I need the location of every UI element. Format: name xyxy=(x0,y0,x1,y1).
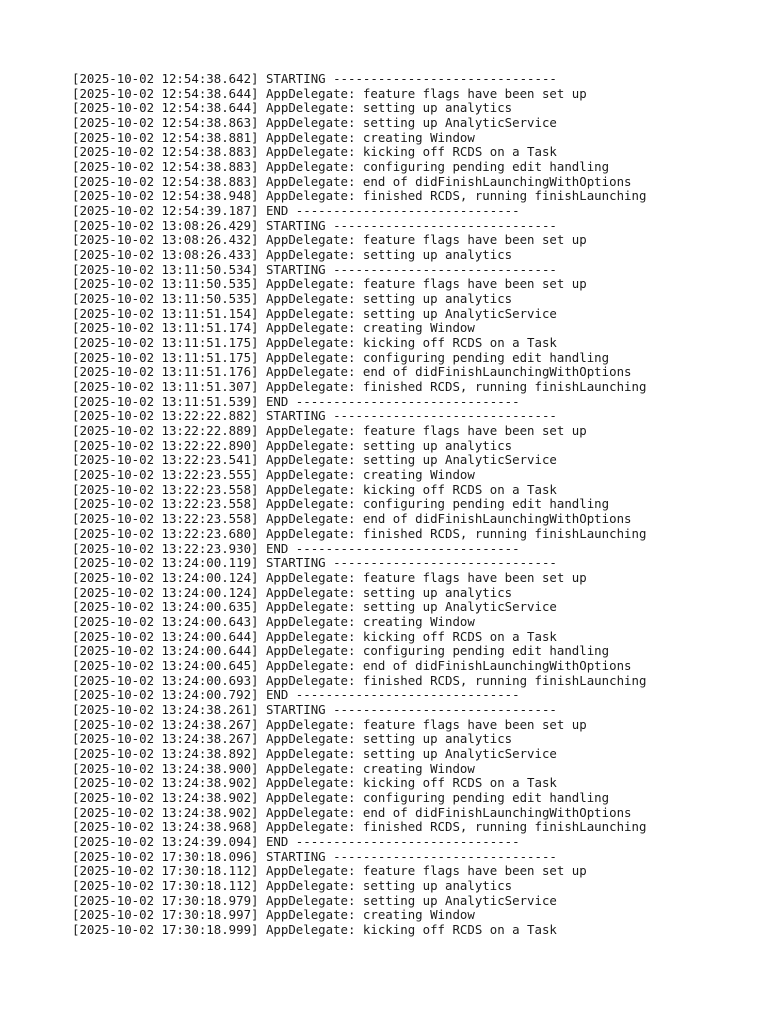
log-line: [2025-10-02 13:08:26.433] AppDelegate: setting up analytics xyxy=(72,247,513,263)
log-line: [2025-10-02 12:54:38.642] STARTING ------------------------------ xyxy=(72,71,557,86)
log-line: [2025-10-02 13:24:00.124] AppDelegate: setting up analytics xyxy=(72,584,513,600)
log-line: [2025-10-02 13:11:51.174] AppDelegate: creating Window xyxy=(72,320,475,336)
log-line: [2025-10-02 13:22:22.889] AppDelegate: feature flags have been set up xyxy=(72,423,587,439)
log-line: [2025-10-02 13:22:23.930] END ------------------------------ xyxy=(72,540,520,556)
log-line: [2025-10-02 13:24:38.902] AppDelegate: kicking off RCDS on a Task xyxy=(72,775,557,791)
log-line: [2025-10-02 13:24:38.900] AppDelegate: creating Window xyxy=(72,760,475,776)
log-line: [2025-10-02 13:24:38.267] AppDelegate: feature flags have been set up xyxy=(72,716,587,732)
log-line: [2025-10-02 13:24:00.792] END ------------------------------ xyxy=(72,687,520,703)
log-line: [2025-10-02 13:22:23.541] AppDelegate: setting up AnalyticService xyxy=(72,452,557,468)
log-line: [2025-10-02 13:22:22.882] STARTING ------------------------------ xyxy=(72,408,557,424)
log-line: [2025-10-02 13:24:00.644] AppDelegate: kicking off RCDS on a Task xyxy=(72,628,557,644)
log-document xyxy=(72,72,752,938)
log-line: [2025-10-02 13:08:26.432] AppDelegate: feature flags have been set up xyxy=(72,232,587,248)
log-line: [2025-10-02 17:30:18.997] AppDelegate: creating Window xyxy=(72,907,475,923)
log-line: [2025-10-02 13:22:23.558] AppDelegate: end of didFinishLaunchingWithOptions xyxy=(72,511,632,527)
log-line: [2025-10-02 13:24:00.645] AppDelegate: end of didFinishLaunchingWithOptions xyxy=(72,657,632,673)
log-line: [2025-10-02 13:11:51.154] AppDelegate: setting up AnalyticService xyxy=(72,305,557,321)
log-line: [2025-10-02 13:08:26.429] STARTING ------------------------------ xyxy=(72,217,557,233)
log-line: [2025-10-02 13:11:50.535] AppDelegate: feature flags have been set up xyxy=(72,276,587,292)
log-line: [2025-10-02 13:24:38.902] AppDelegate: configuring pending edit handling xyxy=(72,789,610,805)
log-line: [2025-10-02 13:11:51.175] AppDelegate: kicking off RCDS on a Task xyxy=(72,335,557,351)
log-line: [2025-10-02 13:24:00.693] AppDelegate: finished RCDS, running finishLaunching xyxy=(72,672,647,688)
log-line: [2025-10-02 13:11:51.307] AppDelegate: finished RCDS, running finishLaunching xyxy=(72,379,647,395)
log-line: [2025-10-02 13:11:51.539] END ------------------------------ xyxy=(72,393,520,409)
log-line: [2025-10-02 12:54:38.883] AppDelegate: configuring pending edit handling xyxy=(72,159,610,175)
log-line: [2025-10-02 12:54:38.644] AppDelegate: feature flags have been set up xyxy=(72,85,587,101)
log-line: [2025-10-02 13:11:50.534] STARTING ------------------------------ xyxy=(72,261,557,277)
log-line: [2025-10-02 12:54:39.187] END ------------------------------ xyxy=(72,203,520,219)
log-line: [2025-10-02 17:30:18.112] AppDelegate: feature flags have been set up xyxy=(72,863,587,879)
log-line: [2025-10-02 17:30:18.112] AppDelegate: setting up analytics xyxy=(72,877,513,893)
log-line: [2025-10-02 13:11:50.535] AppDelegate: setting up analytics xyxy=(72,291,513,307)
log-line: [2025-10-02 17:30:18.096] STARTING ------------------------------ xyxy=(72,848,557,864)
log-line: [2025-10-02 13:24:00.644] AppDelegate: configuring pending edit handling xyxy=(72,643,610,659)
log-line: [2025-10-02 12:54:38.883] AppDelegate: end of didFinishLaunchingWithOptions xyxy=(72,173,632,189)
log-line: [2025-10-02 13:22:23.555] AppDelegate: creating Window xyxy=(72,467,475,483)
log-line: [2025-10-02 13:22:23.558] AppDelegate: configuring pending edit handling xyxy=(72,496,610,512)
log-line: [2025-10-02 13:24:00.119] STARTING ------------------------------ xyxy=(72,555,557,571)
log-line: [2025-10-02 13:24:39.094] END ------------------------------ xyxy=(72,833,520,849)
log-line: [2025-10-02 13:22:22.890] AppDelegate: setting up analytics xyxy=(72,437,513,453)
log-line: [2025-10-02 13:24:38.267] AppDelegate: setting up analytics xyxy=(72,731,513,747)
log-line: [2025-10-02 13:24:00.635] AppDelegate: setting up AnalyticService xyxy=(72,599,557,615)
log-line: [2025-10-02 12:54:38.881] AppDelegate: creating Window xyxy=(72,129,475,145)
log-line: [2025-10-02 12:54:38.644] AppDelegate: setting up analytics xyxy=(72,100,513,116)
log-line: [2025-10-02 17:30:18.999] AppDelegate: kicking off RCDS on a Task xyxy=(72,921,557,937)
log-line: [2025-10-02 17:30:18.979] AppDelegate: setting up AnalyticService xyxy=(72,892,557,908)
log-line: [2025-10-02 12:54:38.863] AppDelegate: setting up AnalyticService xyxy=(72,115,557,131)
log-line: [2025-10-02 13:24:00.124] AppDelegate: feature flags have been set up xyxy=(72,569,587,585)
log-line: [2025-10-02 12:54:38.883] AppDelegate: kicking off RCDS on a Task xyxy=(72,144,557,160)
log-line: [2025-10-02 13:24:00.643] AppDelegate: creating Window xyxy=(72,613,475,629)
log-line: [2025-10-02 13:22:23.558] AppDelegate: kicking off RCDS on a Task xyxy=(72,481,557,497)
log-line: [2025-10-02 13:24:38.892] AppDelegate: setting up AnalyticService xyxy=(72,745,557,761)
log-body xyxy=(72,72,752,938)
log-line: [2025-10-02 13:24:38.968] AppDelegate: finished RCDS, running finishLaunching xyxy=(72,819,647,835)
log-line: [2025-10-02 13:22:23.680] AppDelegate: finished RCDS, running finishLaunching xyxy=(72,525,647,541)
log-line: [2025-10-02 13:11:51.175] AppDelegate: configuring pending edit handling xyxy=(72,349,610,365)
log-line: [2025-10-02 13:24:38.902] AppDelegate: end of didFinishLaunchingWithOptions xyxy=(72,804,632,820)
log-line: [2025-10-02 12:54:38.948] AppDelegate: finished RCDS, running finishLaunching xyxy=(72,188,647,204)
log-line: [2025-10-02 13:11:51.176] AppDelegate: end of didFinishLaunchingWithOptions xyxy=(72,364,632,380)
log-line: [2025-10-02 13:24:38.261] STARTING ------------------------------ xyxy=(72,701,557,717)
